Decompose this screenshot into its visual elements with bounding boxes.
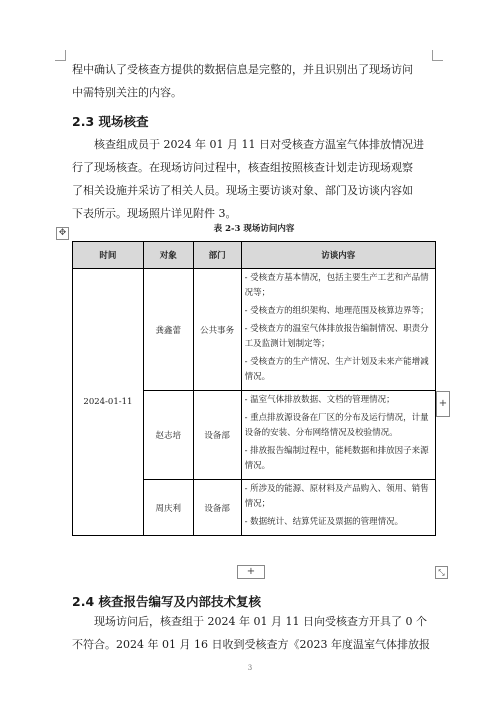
add-row-button[interactable]: +: [237, 565, 265, 579]
header-interview-content: 访谈内容: [241, 242, 435, 269]
intro-line: 程中确认了受核查方提供的数据信息是完整的，并且识别出了现场访问: [72, 63, 413, 76]
add-column-button[interactable]: +: [436, 391, 450, 417]
content-item: - 受核查方的组织架构、地理范围及核算边界等；: [244, 306, 429, 316]
content-item: - 数据统计、结算凭证及票据的管理情况。: [244, 517, 404, 527]
department-cell[interactable]: 设备部: [193, 391, 241, 480]
paragraph-line: 核查组成员于 2024 年 01 月 11 日对受核查方温室气体排放情况进: [94, 138, 424, 151]
paragraph-line: 下表所示。现场照片详见附件 3。: [72, 207, 237, 220]
interview-table: [72, 241, 436, 536]
department-cell[interactable]: 设备部: [193, 480, 241, 536]
content-item: - 排放报告编制过程中，能耗数据和排放因子来源情况。: [244, 446, 429, 471]
section-2-3-paragraph: [72, 133, 434, 225]
paragraph-line: 行了现场核查。在现场访问过程中，核查组按照核查计划走访现场观察: [72, 161, 413, 174]
table-resize-icon[interactable]: ⤡: [435, 566, 448, 579]
content-item: - 受核查方的生产情况、生产计划及未来产能增减情况。: [244, 357, 429, 382]
table-caption: 表 2-3 现场访问内容: [213, 224, 295, 234]
table-move-icon[interactable]: ✥: [56, 227, 69, 240]
table-row: [73, 269, 436, 391]
content-item: - 重点排放源设备在厂区的分布及运行情况，计量设备的安装、分布网络情况及校验情况。: [244, 413, 429, 438]
crop-mark-top-left: [55, 50, 66, 61]
header-person: 对象: [143, 242, 193, 269]
section-heading-2-3: 2.3 现场核查: [72, 114, 149, 129]
content-item: - 温室气体排放数据、文档的管理情况；: [244, 395, 395, 405]
paragraph-line: 现场访问后，核查组于 2024 年 01 月 11 日向受核查方开具了 0 个: [94, 615, 427, 628]
content-item: - 所涉及的能源、原材料及产品购入、领用、销售情况；: [244, 484, 429, 509]
content-item: - 受核查方的温室气体排放报告编制情况、职责分工及监测计划制定等；: [244, 324, 429, 349]
header-department: 部门: [193, 242, 241, 269]
content-cell[interactable]: [241, 391, 435, 480]
table-header-row: [73, 242, 436, 269]
person-cell[interactable]: 龚鑫蕾: [143, 269, 193, 391]
department-cell[interactable]: 公共事务: [193, 269, 241, 391]
intro-line: 中需特别关注的内容。: [72, 86, 182, 99]
header-time: 时间: [73, 242, 144, 269]
date-cell[interactable]: 2024-01-11: [73, 269, 144, 536]
content-cell[interactable]: [241, 269, 435, 391]
section-heading-2-4: 2.4 核查报告编写及内部技术复核: [72, 594, 261, 609]
person-cell[interactable]: 周庆利: [143, 480, 193, 536]
intro-paragraph: [72, 58, 434, 104]
section-2-4-paragraph: [72, 610, 434, 656]
content-item: - 受核查方基本情况，包括主要生产工艺和产品情况等；: [244, 273, 429, 298]
person-cell[interactable]: 赵志培: [143, 391, 193, 480]
content-cell[interactable]: [241, 480, 435, 536]
paragraph-line: 不符合。2024 年 01 月 16 日收到受核查方《2023 年度温室气体排放报: [72, 638, 430, 651]
paragraph-line: 了相关设施并采访了相关人员。现场主要访谈对象、部门及访谈内容如: [72, 184, 413, 197]
page-number: 3: [247, 664, 253, 672]
